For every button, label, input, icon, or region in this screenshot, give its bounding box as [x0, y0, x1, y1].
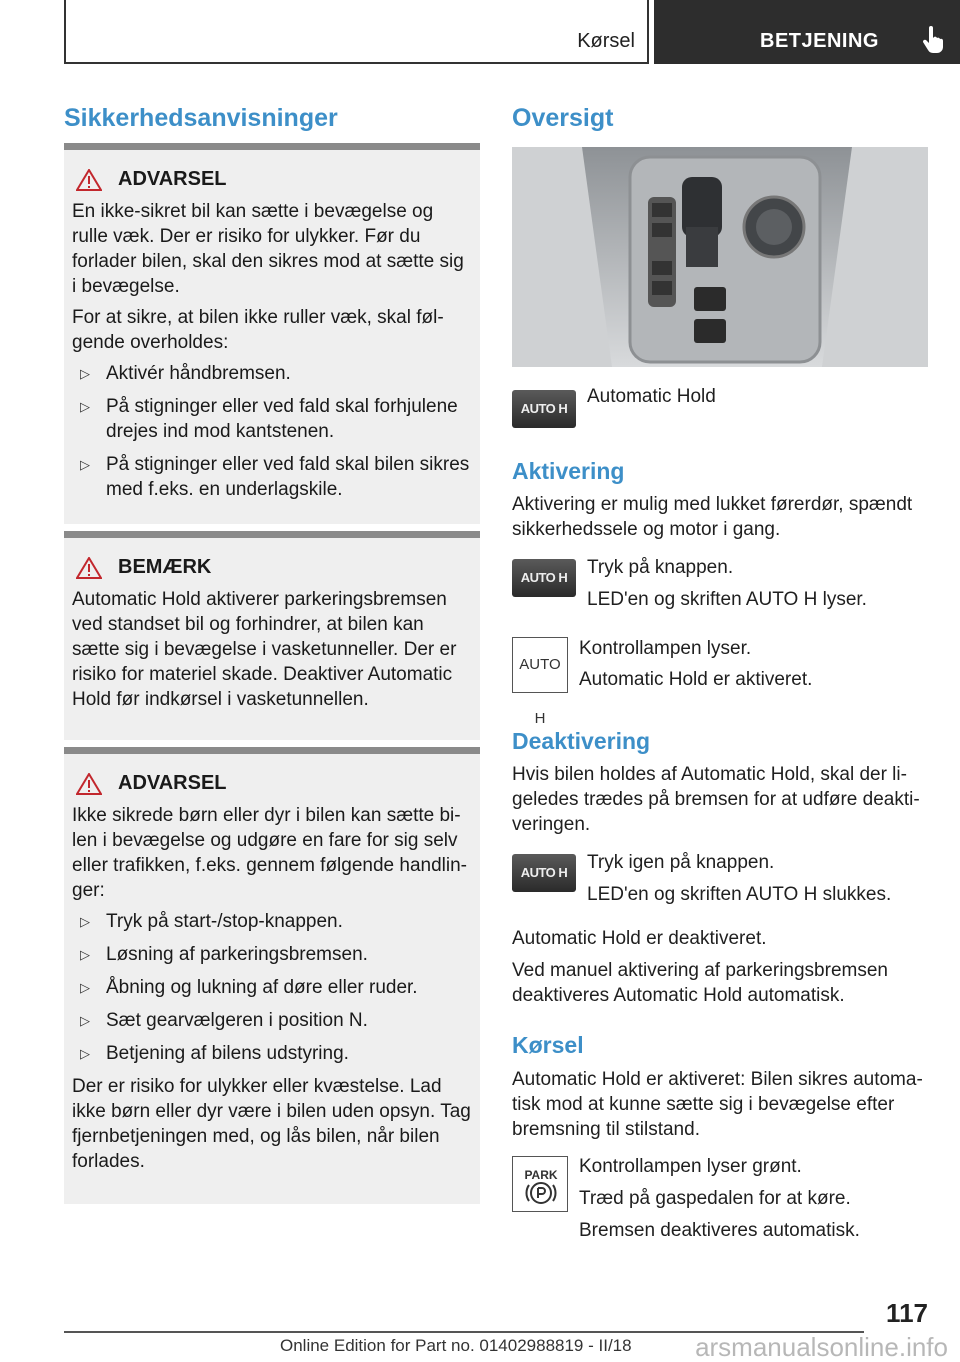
auto-h-button-icon: AUTO H [512, 854, 576, 892]
lamp-text-2: Automatic Hold er aktiveret. [579, 669, 813, 690]
heading-deactivation: Deaktivering [512, 728, 651, 754]
watermark: arsmanualsonline.info [695, 1332, 948, 1362]
driving-line-2: Træd på gaspedalen for at køre. [579, 1188, 851, 1209]
list-item: ▷ Betjening af bilens udstyring. [72, 1041, 472, 1066]
section-tab [64, 0, 649, 64]
chapter-tab [654, 0, 960, 64]
warning-label: ADVARSEL [118, 772, 227, 794]
warning-box-1 [64, 143, 480, 524]
section-title-safety: Sikkerhedsanvisninger [64, 104, 338, 132]
driving-line-1: Kontrollampen lyser grønt. [579, 1156, 802, 1177]
overview-caption: Automatic Hold [587, 386, 716, 407]
note-label: BEMÆRK [118, 556, 212, 578]
note-text: Automatic Hold aktiverer parkeringsbremsen ved standset bil og forhindrer, at bilen kan sætte sig i bevægelse i vasketunneller. Der er risiko for materiel skade. Deaktiver Automatic Hold før indkørsel i vasketunnellen. [72, 589, 457, 710]
deactivation-after-2: Ved manuel aktivering af parkeringsbremsen deaktiveres Automatic Hold automatisk. [512, 960, 888, 1006]
activation-step-2: LED'en og skriften AUTO H lyser. [587, 589, 867, 610]
heading-activation: Aktivering [512, 458, 625, 484]
deactivation-after-1: Automatic Hold er deaktiveret. [512, 928, 767, 949]
footer-edition: Online Edition for Part no. 01402988819 - II/18 [280, 1336, 632, 1355]
list-item: ▷ Tryk på start-/stop-knappen. [72, 909, 472, 934]
park-brake-lamp-icon [512, 1156, 568, 1212]
warning-list [72, 909, 472, 1066]
warning-list [72, 361, 472, 502]
list-item: ▷ På stigninger eller ved fald skal bilen sikres med f.eks. en underlagskile. [72, 452, 472, 502]
list-item: ▷ Åbning og lukning af døre eller ruder. [72, 975, 472, 1000]
section-label: Kørsel [577, 30, 635, 52]
deactivation-intro: Hvis bilen holdes af Automatic Hold, skal der ligeledes trædes på bremsen for at udføre deaktiveringen. [512, 764, 920, 835]
activation-step-1: Tryk på knappen. [587, 557, 734, 578]
warning-triangle-icon [76, 773, 102, 795]
note-box [64, 531, 480, 740]
center-console-illustration [512, 147, 928, 367]
driving-line-3: Bremsen deaktiveres automatisk. [579, 1220, 860, 1241]
warning-box-2 [64, 747, 480, 1204]
chapter-label: BETJENING [760, 30, 879, 52]
list-item: ▷ På stigninger eller ved fald skal forhjulene drejes ind mod kantstenen. [72, 394, 472, 444]
list-item: ▷ Aktivér håndbremsen. [72, 361, 472, 386]
activation-intro: Aktivering er mulig med lukket førerdør, spændt sikkerhedssele og motor i gang. [512, 494, 913, 540]
pointing-hand-icon [922, 26, 944, 54]
list-item: ▷ Sæt gearvælgeren i position N. [72, 1008, 472, 1033]
deactivation-step-1: Tryk igen på knappen. [587, 852, 775, 873]
warning-text: For at sikre, at bilen ikke ruller væk, skal følgende overholdes: [72, 307, 444, 353]
deactivation-step-2: LED'en og skriften AUTO H slukkes. [587, 884, 892, 905]
lamp-text-1: Kontrollampen lyser. [579, 638, 752, 659]
center-console-photo [512, 147, 928, 367]
section-title-overview: Oversigt [512, 104, 614, 132]
page-header [64, 0, 960, 66]
warning-text: Ikke sikrede børn eller dyr i bilen kan sætte bilen i bevægelse og udgøre en fare for sig selv eller trafikken, f.eks. gennem følgende handlinger: [72, 805, 467, 901]
heading-driving: Kørsel [512, 1032, 584, 1058]
auto-h-button-icon: AUTO H [512, 390, 576, 428]
warning-triangle-icon [76, 169, 102, 191]
page-number: 117 [886, 1298, 928, 1328]
park-label: PARK [524, 1168, 558, 1182]
warning-text: En ikke-sikret bil kan sætte i bevægelse og rulle væk. Der er risiko for ulykker. Før du forlader bilen, skal den sikres mod at sætte sig i bevægelse. [72, 201, 464, 297]
driving-intro: Automatic Hold er aktiveret: Bilen sikres automatisk mod at kunne sætte sig i bevægelse efter bremsning til stilstand. [512, 1069, 923, 1140]
auto-h-indicator-lamp-icon: AUTO H [512, 637, 568, 693]
warning-text: Der er risiko for ulykker eller kvæstelse. Lad ikke børn eller dyr være i bilen uden opsyn. Tag fjernbetjeningen med, og lås bilen, når bilen forlades. [72, 1076, 471, 1172]
warning-triangle-icon [76, 557, 102, 579]
warning-label: ADVARSEL [118, 168, 227, 190]
auto-h-button-icon: AUTO H [512, 559, 576, 597]
list-item: ▷ Løsning af parkeringsbremsen. [72, 942, 472, 967]
